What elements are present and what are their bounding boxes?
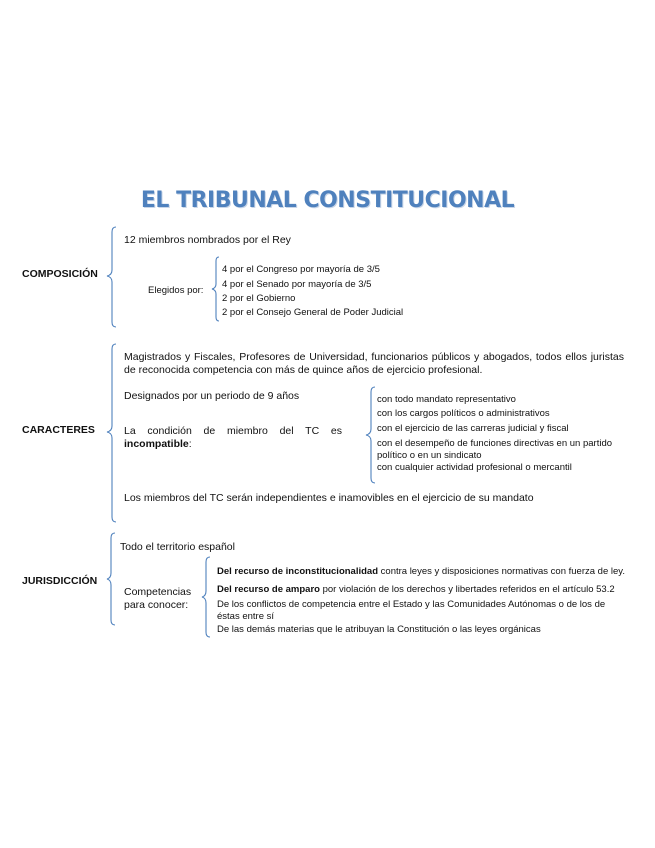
- elegidos-brace: [210, 256, 222, 322]
- elegidos-item: 4 por el Senado por mayoría de 3/5: [222, 279, 372, 290]
- competencia-item-2-rest: por violación de los derechos y libertades referidos en el artículo 53.2: [319, 584, 615, 595]
- competencias-label-line1: Competencias: [124, 586, 192, 598]
- competencia-item-2-bold: Del recurso de amparo: [217, 584, 320, 595]
- incompatible-item: con cualquier actividad profesional o mercantil: [377, 462, 572, 473]
- condicion-bold: incompatible: [124, 438, 189, 450]
- incompatible-item: con todo mandato representativo: [377, 394, 516, 405]
- composicion-line1: 12 miembros nombrados por el Rey: [124, 234, 291, 246]
- caracteres-magistrados: Magistrados y Fiscales, Profesores de Universidad, funcionarios públicos y abogados, todos ellos juristas de reconocida competencia con más de quince años de ejercicio profesional.: [124, 351, 624, 376]
- competencia-item-3: De los conflictos de competencia entre el Estado y las Comunidades Autónomas o de los de éstas entre sí: [217, 599, 606, 622]
- incompatible-item: con los cargos políticos o administrativos: [377, 408, 550, 419]
- section-label-composicion: COMPOSICIÓN: [22, 268, 98, 280]
- competencia-item-2: [217, 584, 615, 596]
- section-label-caracteres: CARACTERES: [22, 424, 95, 436]
- competencia-item-1-bold: Del recurso de inconstitucionalidad: [217, 566, 379, 577]
- elegidos-item: 4 por el Congreso por mayoría de 3/5: [222, 264, 380, 275]
- condicion-text: La condición de miembro del TC es: [124, 425, 342, 437]
- competencia-item-4: De las demás materias que le atribuyan la Constitución o las leyes orgánicas: [217, 624, 541, 635]
- elegidos-item: 2 por el Gobierno: [222, 293, 296, 304]
- caracteres-brace: [104, 343, 120, 523]
- condicion-colon: :: [188, 438, 192, 450]
- jurisdiccion-territorio: Todo el territorio español: [120, 541, 235, 553]
- elegidos-item: 2 por el Consejo General de Poder Judicial: [222, 307, 404, 318]
- page-title: EL TRIBUNAL CONSTITUCIONAL: [140, 188, 515, 213]
- competencia-item-1-rest: contra leyes y disposiciones normativas con fuerza de ley.: [378, 566, 625, 577]
- competencias-label: [124, 586, 191, 612]
- caracteres-independientes: Los miembros del TC serán independientes e inamovibles en el ejercicio de su mandato: [124, 492, 534, 504]
- caracteres-condicion: [124, 425, 342, 451]
- composicion-brace: [104, 226, 120, 328]
- incompatible-item: con el ejercicio de las carreras judicial y fiscal: [377, 423, 569, 434]
- incompatible-brace: [362, 386, 378, 484]
- elegidos-label: Elegidos por:: [148, 285, 204, 296]
- caracteres-designados: Designados por un periodo de 9 años: [124, 390, 300, 402]
- competencias-brace: [199, 556, 213, 638]
- competencia-item-1: [217, 566, 625, 578]
- jurisdiccion-brace: [104, 532, 118, 626]
- section-label-jurisdiccion: JURISDICCIÓN: [22, 575, 98, 587]
- incompatible-item: con el desempeño de funciones directivas en un partido político o en un sindicato: [377, 438, 613, 461]
- competencias-label-line2: para conocer:: [124, 599, 189, 611]
